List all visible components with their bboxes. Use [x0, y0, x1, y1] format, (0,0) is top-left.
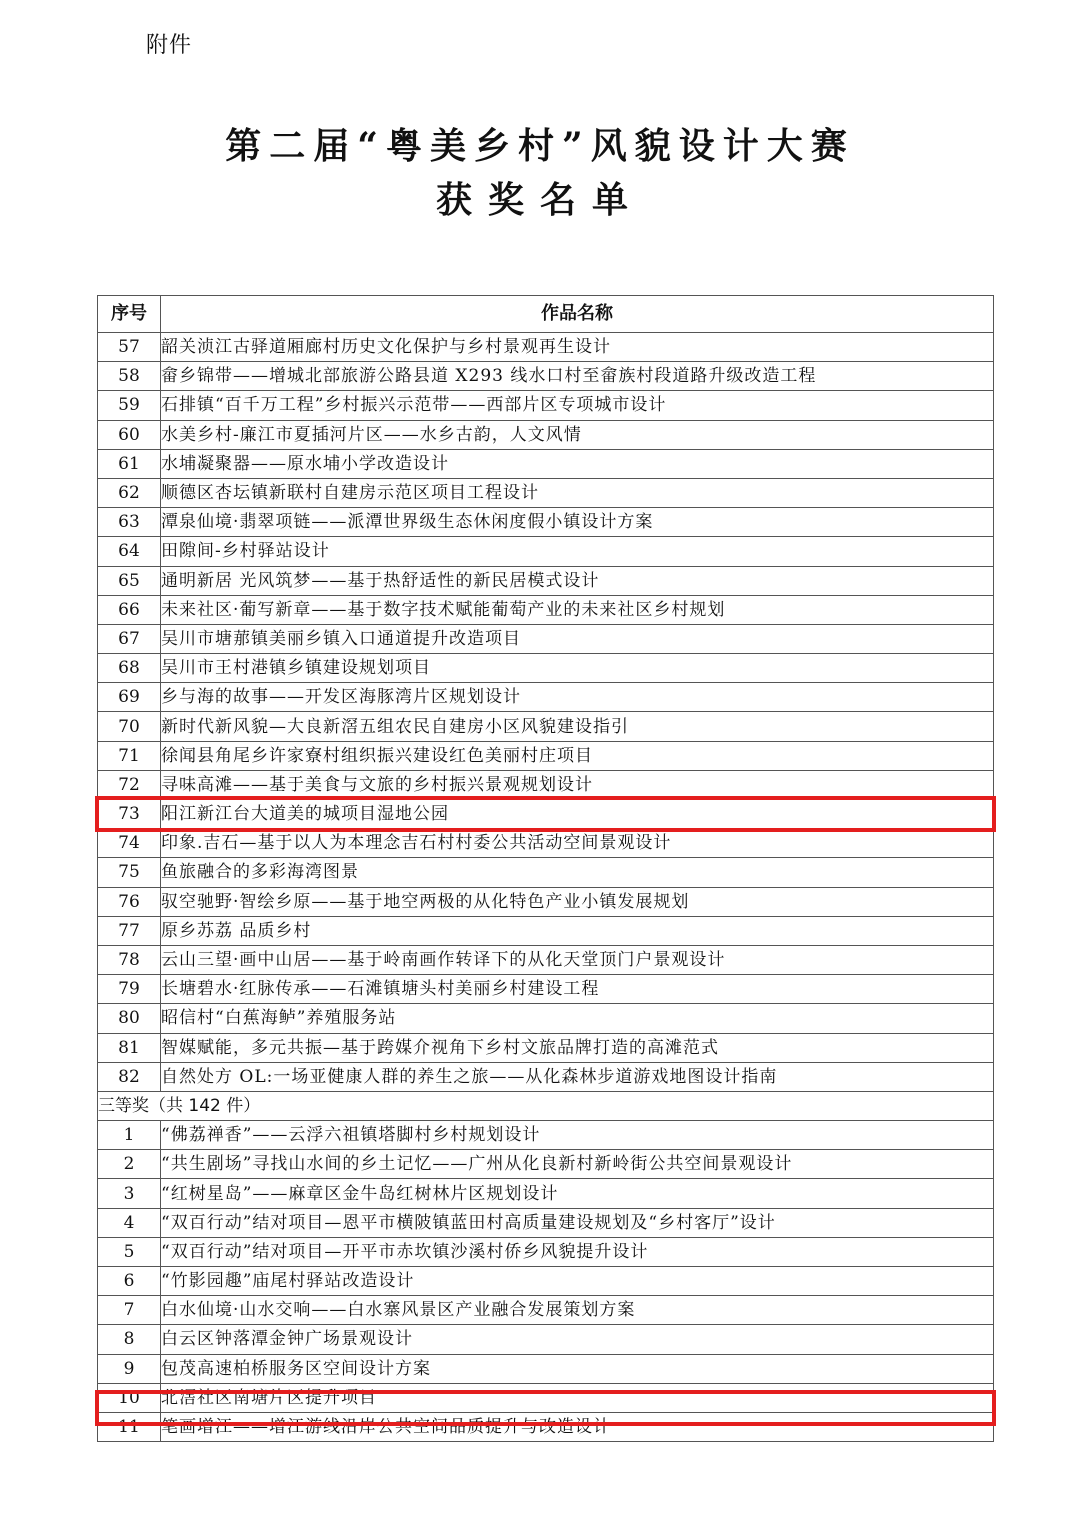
work-name: 潭泉仙境·翡翠项链——派潭世界级生态休闲度假小镇设计方案 [161, 508, 994, 537]
table-body-b [98, 1121, 994, 1442]
table-row [98, 362, 994, 391]
row-number: 8 [98, 1325, 161, 1354]
header-index: 序号 [98, 296, 161, 333]
table-row [98, 800, 994, 829]
work-name: 通明新居 光风筑梦——基于热舒适性的新民居模式设计 [161, 566, 994, 595]
table-row [98, 624, 994, 653]
table-row [98, 1237, 994, 1266]
table-body-a [98, 333, 994, 1092]
row-number: 63 [98, 508, 161, 537]
table-row [98, 887, 994, 916]
work-name: 新时代新风貌—大良新滘五组农民自建房小区风貌建设指引 [161, 712, 994, 741]
work-name: 鱼旅融合的多彩海湾图景 [161, 858, 994, 887]
table-row [98, 333, 994, 362]
work-name: “双百行动”结对项目—恩平市横陂镇蓝田村高质量建设规划及“乡村客厅”设计 [161, 1208, 994, 1237]
table-row [98, 595, 994, 624]
row-number: 81 [98, 1033, 161, 1062]
table-row [98, 420, 994, 449]
work-name: 包茂高速柏桥服务区空间设计方案 [161, 1354, 994, 1383]
work-name: 白水仙境·山水交响——白水寨风景区产业融合发展策划方案 [161, 1296, 994, 1325]
work-name: 自然处方 OL:一场亚健康人群的养生之旅——从化森林步道游戏地图设计指南 [161, 1062, 994, 1091]
row-number: 6 [98, 1267, 161, 1296]
row-number: 69 [98, 683, 161, 712]
row-number: 74 [98, 829, 161, 858]
row-number: 76 [98, 887, 161, 916]
table-row [98, 1267, 994, 1296]
table-row [98, 1179, 994, 1208]
work-name: “佛荔禅香”——云浮六祖镇塔脚村乡村规划设计 [161, 1121, 994, 1150]
row-number: 79 [98, 975, 161, 1004]
row-number: 62 [98, 478, 161, 507]
table-row [98, 770, 994, 799]
work-name: “双百行动”结对项目—开平市赤坎镇沙溪村侨乡风貌提升设计 [161, 1237, 994, 1266]
row-number: 75 [98, 858, 161, 887]
work-name: 畲乡锦带——增城北部旅游公路县道 X293 线水口村至畲族村段道路升级改造工程 [161, 362, 994, 391]
work-name: 田隙间-乡村驿站设计 [161, 537, 994, 566]
table-row [98, 829, 994, 858]
work-name: 云山三望·画中山居——基于岭南画作转译下的从化天堂顶门户景观设计 [161, 945, 994, 974]
work-name: 原乡苏荔 品质乡村 [161, 916, 994, 945]
row-number: 60 [98, 420, 161, 449]
table-row [98, 1121, 994, 1150]
row-number: 1 [98, 1121, 161, 1150]
header-name: 作品名称 [161, 296, 994, 333]
table-row [98, 508, 994, 537]
row-number: 58 [98, 362, 161, 391]
row-number: 5 [98, 1237, 161, 1266]
row-number: 73 [98, 800, 161, 829]
row-number: 70 [98, 712, 161, 741]
awards-table [97, 295, 994, 1442]
work-name: 印象.吉石—基于以人为本理念吉石村村委公共活动空间景观设计 [161, 829, 994, 858]
table-row [98, 858, 994, 887]
work-name: “红树星岛”——麻章区金牛岛红树林片区规划设计 [161, 1179, 994, 1208]
work-name: 长塘碧水·红脉传承——石滩镇塘头村美丽乡村建设工程 [161, 975, 994, 1004]
table-row [98, 1296, 994, 1325]
work-name: 寻味高滩——基于美食与文旅的乡村振兴景观规划设计 [161, 770, 994, 799]
work-name: 吴川市塘𦰡镇美丽乡镇入口通道提升改造项目 [161, 624, 994, 653]
section-title: 三等奖（共 142 件） [98, 1091, 994, 1120]
row-number: 3 [98, 1179, 161, 1208]
work-name: “共生剧场”寻找山水间的乡土记忆——广州从化良新村新岭街公共空间景观设计 [161, 1150, 994, 1179]
work-name: “竹影园趣”庙尾村驿站改造设计 [161, 1267, 994, 1296]
row-number: 9 [98, 1354, 161, 1383]
table-row [98, 654, 994, 683]
row-number: 77 [98, 916, 161, 945]
table-row [98, 566, 994, 595]
table-row [98, 741, 994, 770]
table-row [98, 1150, 994, 1179]
row-number: 68 [98, 654, 161, 683]
row-number: 65 [98, 566, 161, 595]
document-title: 第二届“粤美乡村”风貌设计大赛 [225, 125, 855, 167]
table-row [98, 712, 994, 741]
table-row [98, 391, 994, 420]
row-number: 61 [98, 449, 161, 478]
row-number: 59 [98, 391, 161, 420]
work-name: 韶关浈江古驿道厢廊村历史文化保护与乡村景观再生设计 [161, 333, 994, 362]
table-row [98, 1354, 994, 1383]
table-row [98, 478, 994, 507]
table-row [98, 1383, 994, 1412]
section-row-group [98, 1091, 994, 1120]
table-row [98, 449, 994, 478]
work-name: 阳江新江台大道美的城项目湿地公园 [161, 800, 994, 829]
work-name: 笔画增江——增江游线沿岸公共空间品质提升与改造设计 [161, 1412, 994, 1441]
table-row [98, 1325, 994, 1354]
row-number: 72 [98, 770, 161, 799]
work-name: 北滘社区南塘片区提升项目 [161, 1383, 994, 1412]
work-name: 顺德区杏坛镇新联村自建房示范区项目工程设计 [161, 478, 994, 507]
table-row [98, 916, 994, 945]
row-number: 71 [98, 741, 161, 770]
table-row [98, 945, 994, 974]
row-number: 67 [98, 624, 161, 653]
document-subtitle: 获奖名单 [435, 179, 644, 221]
work-name: 白云区钟落潭金钟广场景观设计 [161, 1325, 994, 1354]
table-header-row [98, 296, 994, 333]
row-number: 80 [98, 1004, 161, 1033]
table-row [98, 1208, 994, 1237]
work-name: 水美乡村-廉江市夏插河片区——水乡古韵，人文风情 [161, 420, 994, 449]
row-number: 82 [98, 1062, 161, 1091]
table-row [98, 683, 994, 712]
row-number: 10 [98, 1383, 161, 1412]
row-number: 2 [98, 1150, 161, 1179]
row-number: 11 [98, 1412, 161, 1441]
row-number: 4 [98, 1208, 161, 1237]
work-name: 徐闻县角尾乡许家寮村组织振兴建设红色美丽村庄项目 [161, 741, 994, 770]
row-number: 57 [98, 333, 161, 362]
work-name: 未来社区·葡写新章——基于数字技术赋能葡萄产业的未来社区乡村规划 [161, 595, 994, 624]
section-row [98, 1091, 994, 1120]
work-name: 吴川市王村港镇乡镇建设规划项目 [161, 654, 994, 683]
row-number: 64 [98, 537, 161, 566]
table-row [98, 537, 994, 566]
work-name: 水埔凝聚器——原水埔小学改造设计 [161, 449, 994, 478]
work-name: 乡与海的故事——开发区海豚湾片区规划设计 [161, 683, 994, 712]
work-name: 驭空驰野·智绘乡原——基于地空两极的从化特色产业小镇发展规划 [161, 887, 994, 916]
work-name: 昭信村“白蕉海鲈”养殖服务站 [161, 1004, 994, 1033]
attachment-label: 附件 [146, 33, 193, 58]
work-name: 智媒赋能，多元共振—基于跨媒介视角下乡村文旅品牌打造的高滩范式 [161, 1033, 994, 1062]
table-row [98, 1062, 994, 1091]
table-row [98, 1412, 994, 1441]
work-name: 石排镇“百千万工程”乡村振兴示范带——西部片区专项城市设计 [161, 391, 994, 420]
row-number: 66 [98, 595, 161, 624]
row-number: 78 [98, 945, 161, 974]
table-row [98, 975, 994, 1004]
row-number: 7 [98, 1296, 161, 1325]
table-row [98, 1004, 994, 1033]
table-row [98, 1033, 994, 1062]
